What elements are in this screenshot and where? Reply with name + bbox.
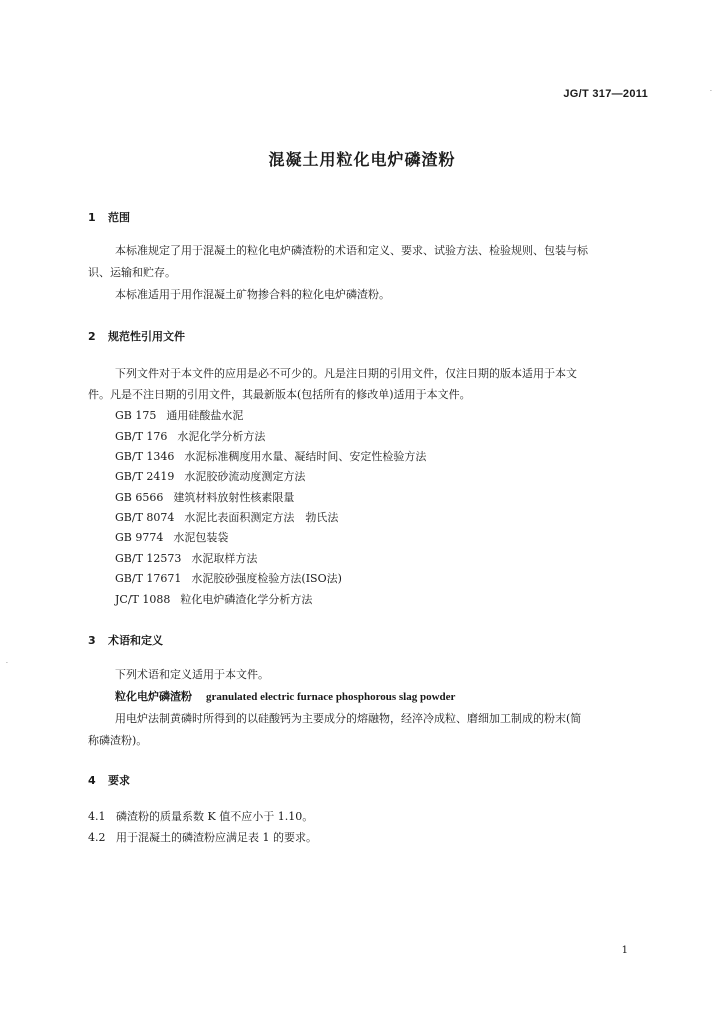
reference-title: 粒化电炉磷渣化学分析方法 — [180, 593, 313, 606]
section-heading-normative-references — [88, 328, 185, 344]
reference-item — [115, 511, 338, 525]
reference-code: GB/T 12573 — [115, 552, 182, 565]
clause-text: 用于混凝土的磷渣粉应满足表 1 的要求。 — [116, 831, 317, 844]
reference-item — [115, 409, 243, 423]
scope-paragraph-1-line-2: 识、运输和贮存。 — [88, 266, 176, 279]
term-definition-line-1: 用电炉法制黄磷时所得到的以硅酸钙为主要成分的熔融物，经淬冷成粒、磨细加工制成的粉末(简 — [115, 712, 582, 725]
reference-item — [115, 593, 312, 607]
reference-item — [115, 430, 265, 444]
section-number: 3 — [88, 634, 96, 647]
reference-title: 水泥比表面积测定方法 勃氏法 — [184, 511, 339, 524]
section-number: 2 — [88, 330, 96, 343]
scan-speck-icon: · — [6, 660, 8, 667]
section-title: 范围 — [108, 211, 130, 224]
reference-item — [115, 450, 426, 464]
clause-number: 4.1 — [88, 810, 106, 823]
scope-paragraph-2: 本标准适用于用作混凝土矿物掺合料的粒化电炉磷渣粉。 — [115, 288, 390, 301]
section-number: 1 — [88, 211, 96, 224]
reference-title: 水泥标准稠度用水量、凝结时间、安定性检验方法 — [184, 450, 427, 463]
reference-code: GB 175 — [115, 409, 157, 422]
section-title: 术语和定义 — [108, 634, 163, 647]
scope-paragraph-1-line-1: 本标准规定了用于混凝土的粒化电炉磷渣粉的术语和定义、要求、试验方法、检验规则、包装与标 — [115, 244, 588, 257]
section-title: 规范性引用文件 — [108, 330, 185, 343]
page-number: 1 — [621, 945, 628, 956]
term-english: granulated electric furnace phosphorous slag powder — [206, 691, 456, 703]
reference-title: 水泥胶砂流动度测定方法 — [184, 470, 306, 483]
section-title: 要求 — [108, 774, 130, 787]
term-definition-line-2: 称磷渣粉)。 — [88, 734, 148, 747]
reference-code: JC/T 1088 — [115, 593, 171, 606]
section-heading-requirements — [88, 772, 130, 788]
reference-item — [115, 531, 228, 545]
reference-code: GB/T 1346 — [115, 450, 175, 463]
section-heading-scope — [88, 209, 130, 225]
reference-code: GB/T 176 — [115, 430, 168, 443]
reference-title: 通用硅酸盐水泥 — [166, 409, 244, 422]
reference-item — [115, 491, 294, 505]
references-intro-line-1: 下列文件对于本文件的应用是必不可少的。凡是注日期的引用文件，仅注日期的版本适用于本文 — [115, 367, 577, 380]
scan-speck-icon: · — [710, 88, 712, 95]
reference-title: 水泥化学分析方法 — [177, 430, 266, 443]
references-intro-line-2: 件。凡是不注日期的引用文件，其最新版本(包括所有的修改单)适用于本文件。 — [88, 388, 471, 401]
reference-code: GB 6566 — [115, 491, 164, 504]
reference-title: 水泥胶砂强度检验方法(ISO法) — [191, 572, 342, 585]
document-title: 混凝土用粒化电炉磷渣粉 — [268, 150, 456, 169]
reference-item — [115, 470, 305, 484]
reference-code: GB/T 8074 — [115, 511, 175, 524]
reference-item — [115, 552, 257, 566]
section-number: 4 — [88, 774, 96, 787]
reference-code: GB 9774 — [115, 531, 164, 544]
reference-code: GB/T 17671 — [115, 572, 182, 585]
term-chinese: 粒化电炉磷渣粉 — [115, 690, 192, 703]
section-heading-terms — [88, 632, 163, 648]
reference-title: 水泥包装袋 — [173, 531, 229, 544]
reference-code: GB/T 2419 — [115, 470, 175, 483]
clause-4-2 — [88, 831, 317, 845]
clause-text: 磷渣粉的质量系数 K 值不应小于 1.10。 — [116, 810, 314, 823]
document-code: JG/T 317—2011 — [563, 88, 648, 100]
term-entry — [115, 690, 455, 704]
terms-intro: 下列术语和定义适用于本文件。 — [115, 668, 269, 681]
clause-number: 4.2 — [88, 831, 106, 844]
reference-item — [115, 572, 342, 586]
clause-4-1 — [88, 810, 313, 824]
reference-title: 水泥取样方法 — [191, 552, 258, 565]
reference-title: 建筑材料放射性核素限量 — [173, 491, 295, 504]
